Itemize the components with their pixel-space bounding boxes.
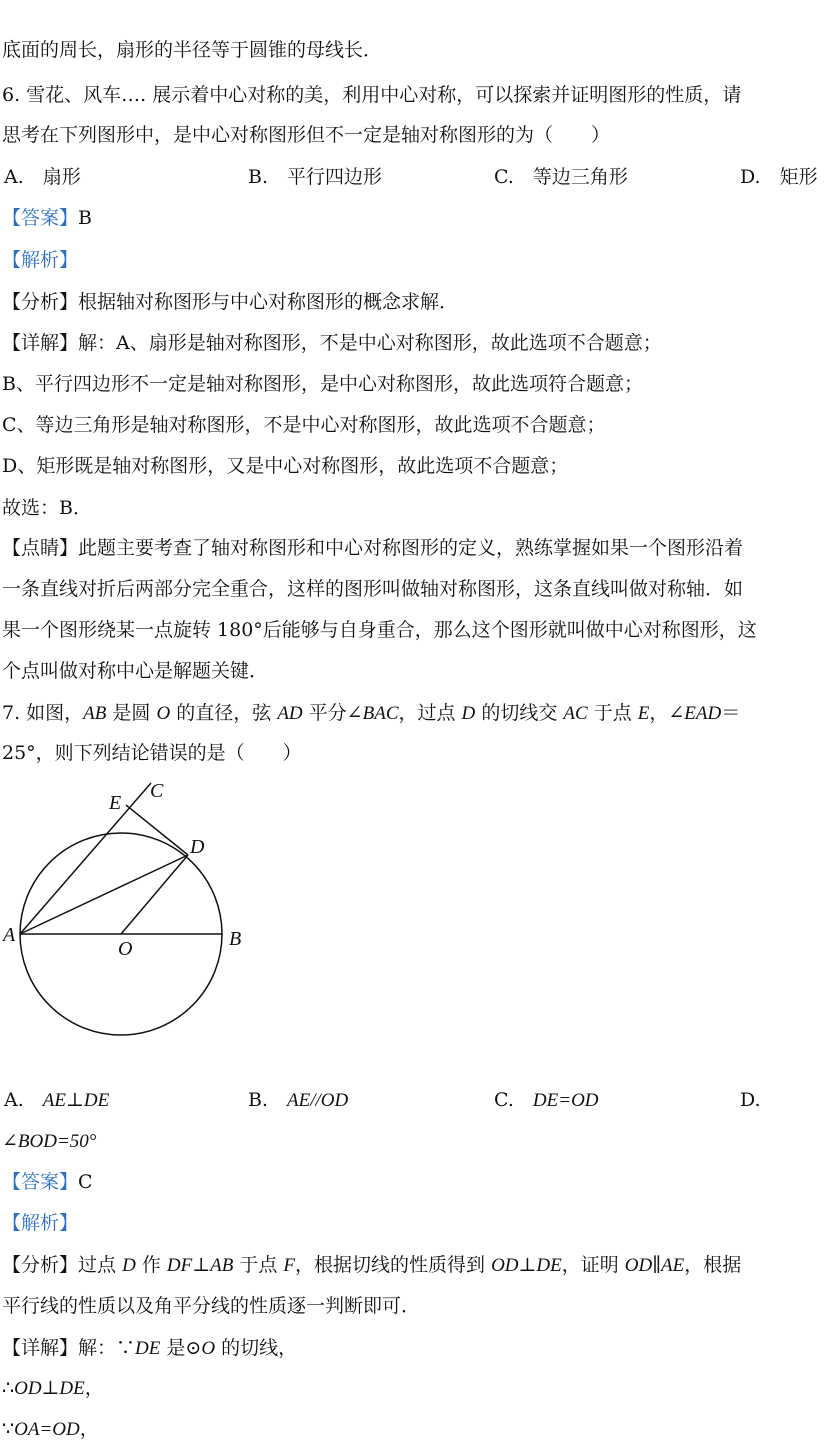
q6-dianjing-line: 果一个图形绕某一点旋转 180°后能够与自身重合，那么这个图形就叫做中心对称图形，这 xyxy=(2,619,757,641)
answer-value: B xyxy=(78,207,92,229)
segment-od xyxy=(121,855,188,934)
t: AD xyxy=(277,703,303,724)
q6-option-c: C. 等边三角形 xyxy=(494,166,628,188)
t: ∠BOD=50° xyxy=(2,1131,97,1152)
xiangjie-tag: 【详解】 xyxy=(2,1337,79,1359)
t: EAD xyxy=(684,703,722,724)
t: O xyxy=(156,703,171,724)
t: ⊥ xyxy=(192,1254,211,1276)
t: 7. 如图， xyxy=(2,702,84,724)
label-a: A xyxy=(3,924,16,946)
q7-option-c xyxy=(494,1087,599,1114)
t: 的切线， xyxy=(215,1337,298,1359)
t: ，过点 xyxy=(398,702,462,724)
t: 于点 xyxy=(587,702,638,724)
geometry-figure xyxy=(0,775,260,1045)
t: ，证明 xyxy=(561,1254,625,1276)
q6-analysis-tag: 【解析】 xyxy=(2,249,79,271)
t: D xyxy=(461,703,476,724)
t: ∴ xyxy=(2,1377,15,1399)
answer-value: C xyxy=(78,1171,93,1193)
t: AE//OD xyxy=(287,1090,349,1111)
t: A. xyxy=(4,1089,24,1111)
t: AE xyxy=(661,1255,685,1276)
t: BAC xyxy=(362,703,399,724)
q6-dianjing-line: 个点叫做对称中心是解题关键． xyxy=(2,660,269,682)
q7-analysis-tag: 【解析】 xyxy=(2,1212,79,1234)
q6-answer xyxy=(2,205,92,231)
t: 过点 xyxy=(78,1254,123,1276)
t: AE⊥DE xyxy=(42,1090,110,1111)
fenxi-text: 根据轴对称图形与中心对称图形的概念求解． xyxy=(78,291,459,313)
dianjing-tag: 【点睛】 xyxy=(2,537,79,559)
t: E xyxy=(637,703,650,724)
t: ⊥ xyxy=(518,1254,537,1276)
q6-xiangjie-line: 故选：B． xyxy=(2,497,92,519)
label-d: D xyxy=(190,836,205,858)
q6-option-d: D. 矩形 xyxy=(740,166,818,188)
t: ∵ xyxy=(2,1418,15,1440)
t: OA=OD xyxy=(14,1419,80,1440)
t: B. xyxy=(248,1089,269,1111)
fenxi-tag: 【分析】 xyxy=(2,291,79,313)
text-line: 底面的周长，扇形的半径等于圆锥的母线长． xyxy=(2,39,383,61)
t: ， xyxy=(84,1377,104,1399)
question-7-stem xyxy=(2,700,740,727)
q7-xiangjie-line xyxy=(2,1375,104,1402)
fenxi-tag: 【分析】 xyxy=(2,1254,79,1276)
t: ， xyxy=(79,1418,99,1440)
t: O xyxy=(201,1338,216,1359)
t: ，∠ xyxy=(649,702,685,724)
q7-xiangjie-line xyxy=(2,1416,99,1443)
t: 平分∠ xyxy=(302,702,363,724)
t: ，根据切线的性质得到 xyxy=(295,1254,492,1276)
t: DE xyxy=(59,1378,85,1399)
q7-option-b xyxy=(248,1087,348,1114)
q7-xiangjie xyxy=(2,1335,297,1362)
q6-dianjing xyxy=(2,535,743,561)
answer-tag: 【答案】 xyxy=(2,1171,79,1193)
t: ∥ xyxy=(652,1254,661,1276)
q7-option-a xyxy=(4,1087,109,1114)
q7-option-d-prefix: D. xyxy=(740,1089,761,1111)
t: F xyxy=(283,1255,296,1276)
q7-fenxi xyxy=(2,1252,741,1279)
t: 的切线交 xyxy=(475,702,564,724)
t: OD xyxy=(491,1255,519,1276)
t: AC xyxy=(563,703,588,724)
t: 是⊙ xyxy=(160,1337,202,1359)
t: 解：∵ xyxy=(78,1337,136,1359)
t: DE xyxy=(536,1255,562,1276)
t: ⊥ xyxy=(41,1377,60,1399)
q6-option-a: A. 扇形 xyxy=(4,166,81,188)
question-7-stem-cont: 25°，则下列结论错误的是（ ） xyxy=(2,742,302,764)
xiangjie-tag: 【详解】 xyxy=(2,332,79,354)
t: AB xyxy=(210,1255,234,1276)
q6-xiangjie-line: D、矩形既是轴对称图形，又是中心对称图形，故此选项不合题意； xyxy=(2,455,569,477)
q6-option-b: B. 平行四边形 xyxy=(248,166,383,188)
q6-fenxi xyxy=(2,289,458,315)
q6-xiangjie xyxy=(2,330,662,356)
segment-ac xyxy=(20,783,151,934)
q7-option-d xyxy=(2,1128,96,1155)
xiangjie-text: 解：A、扇形是轴对称图形，不是中心对称图形，故此选项不合题意； xyxy=(78,332,662,354)
t: 的直径，弦 xyxy=(170,702,278,724)
t: C. xyxy=(494,1089,514,1111)
t: DF xyxy=(166,1255,193,1276)
q6-xiangjie-line: C、等边三角形是轴对称图形，不是中心对称图形，故此选项不合题意； xyxy=(2,414,606,436)
t: ＝ xyxy=(721,702,741,724)
q7-fenxi-line: 平行线的性质以及角平分线的性质逐一判断即可． xyxy=(2,1295,421,1317)
t: DE=OD xyxy=(532,1090,599,1111)
question-6-stem-cont: 思考在下列图形中，是中心对称图形但不一定是轴对称图形的为（ ） xyxy=(2,124,611,146)
label-e: E xyxy=(109,792,122,814)
t: DE xyxy=(135,1338,161,1359)
q6-xiangjie-line: B、平行四边形不一定是轴对称图形，是中心对称图形，故此选项符合题意； xyxy=(2,373,643,395)
answer-tag: 【答案】 xyxy=(2,207,79,229)
label-b: B xyxy=(229,928,242,950)
t: 于点 xyxy=(233,1254,284,1276)
t: D xyxy=(122,1255,136,1276)
question-6-stem: 6. 雪花、风车…. 展示着中心对称的美，利用中心对称，可以探索并证明图形的性质，请 xyxy=(2,84,742,106)
q7-answer xyxy=(2,1169,93,1195)
dianjing-text: 此题主要考查了轴对称图形和中心对称图形的定义，熟练掌握如果一个图形沿着 xyxy=(78,537,744,559)
t: AB xyxy=(83,703,107,724)
t: 是圆 xyxy=(106,702,157,724)
label-c: C xyxy=(150,780,164,802)
t: OD xyxy=(624,1255,653,1276)
q6-dianjing-line: 一条直线对折后两部分完全重合，这样的图形叫做轴对称图形，这条直线叫做对称轴．如 xyxy=(2,578,744,600)
t: ，根据 xyxy=(684,1254,742,1276)
tangent-de xyxy=(126,805,188,855)
t: OD xyxy=(14,1378,42,1399)
label-o: O xyxy=(118,938,133,960)
t: 作 xyxy=(135,1254,167,1276)
